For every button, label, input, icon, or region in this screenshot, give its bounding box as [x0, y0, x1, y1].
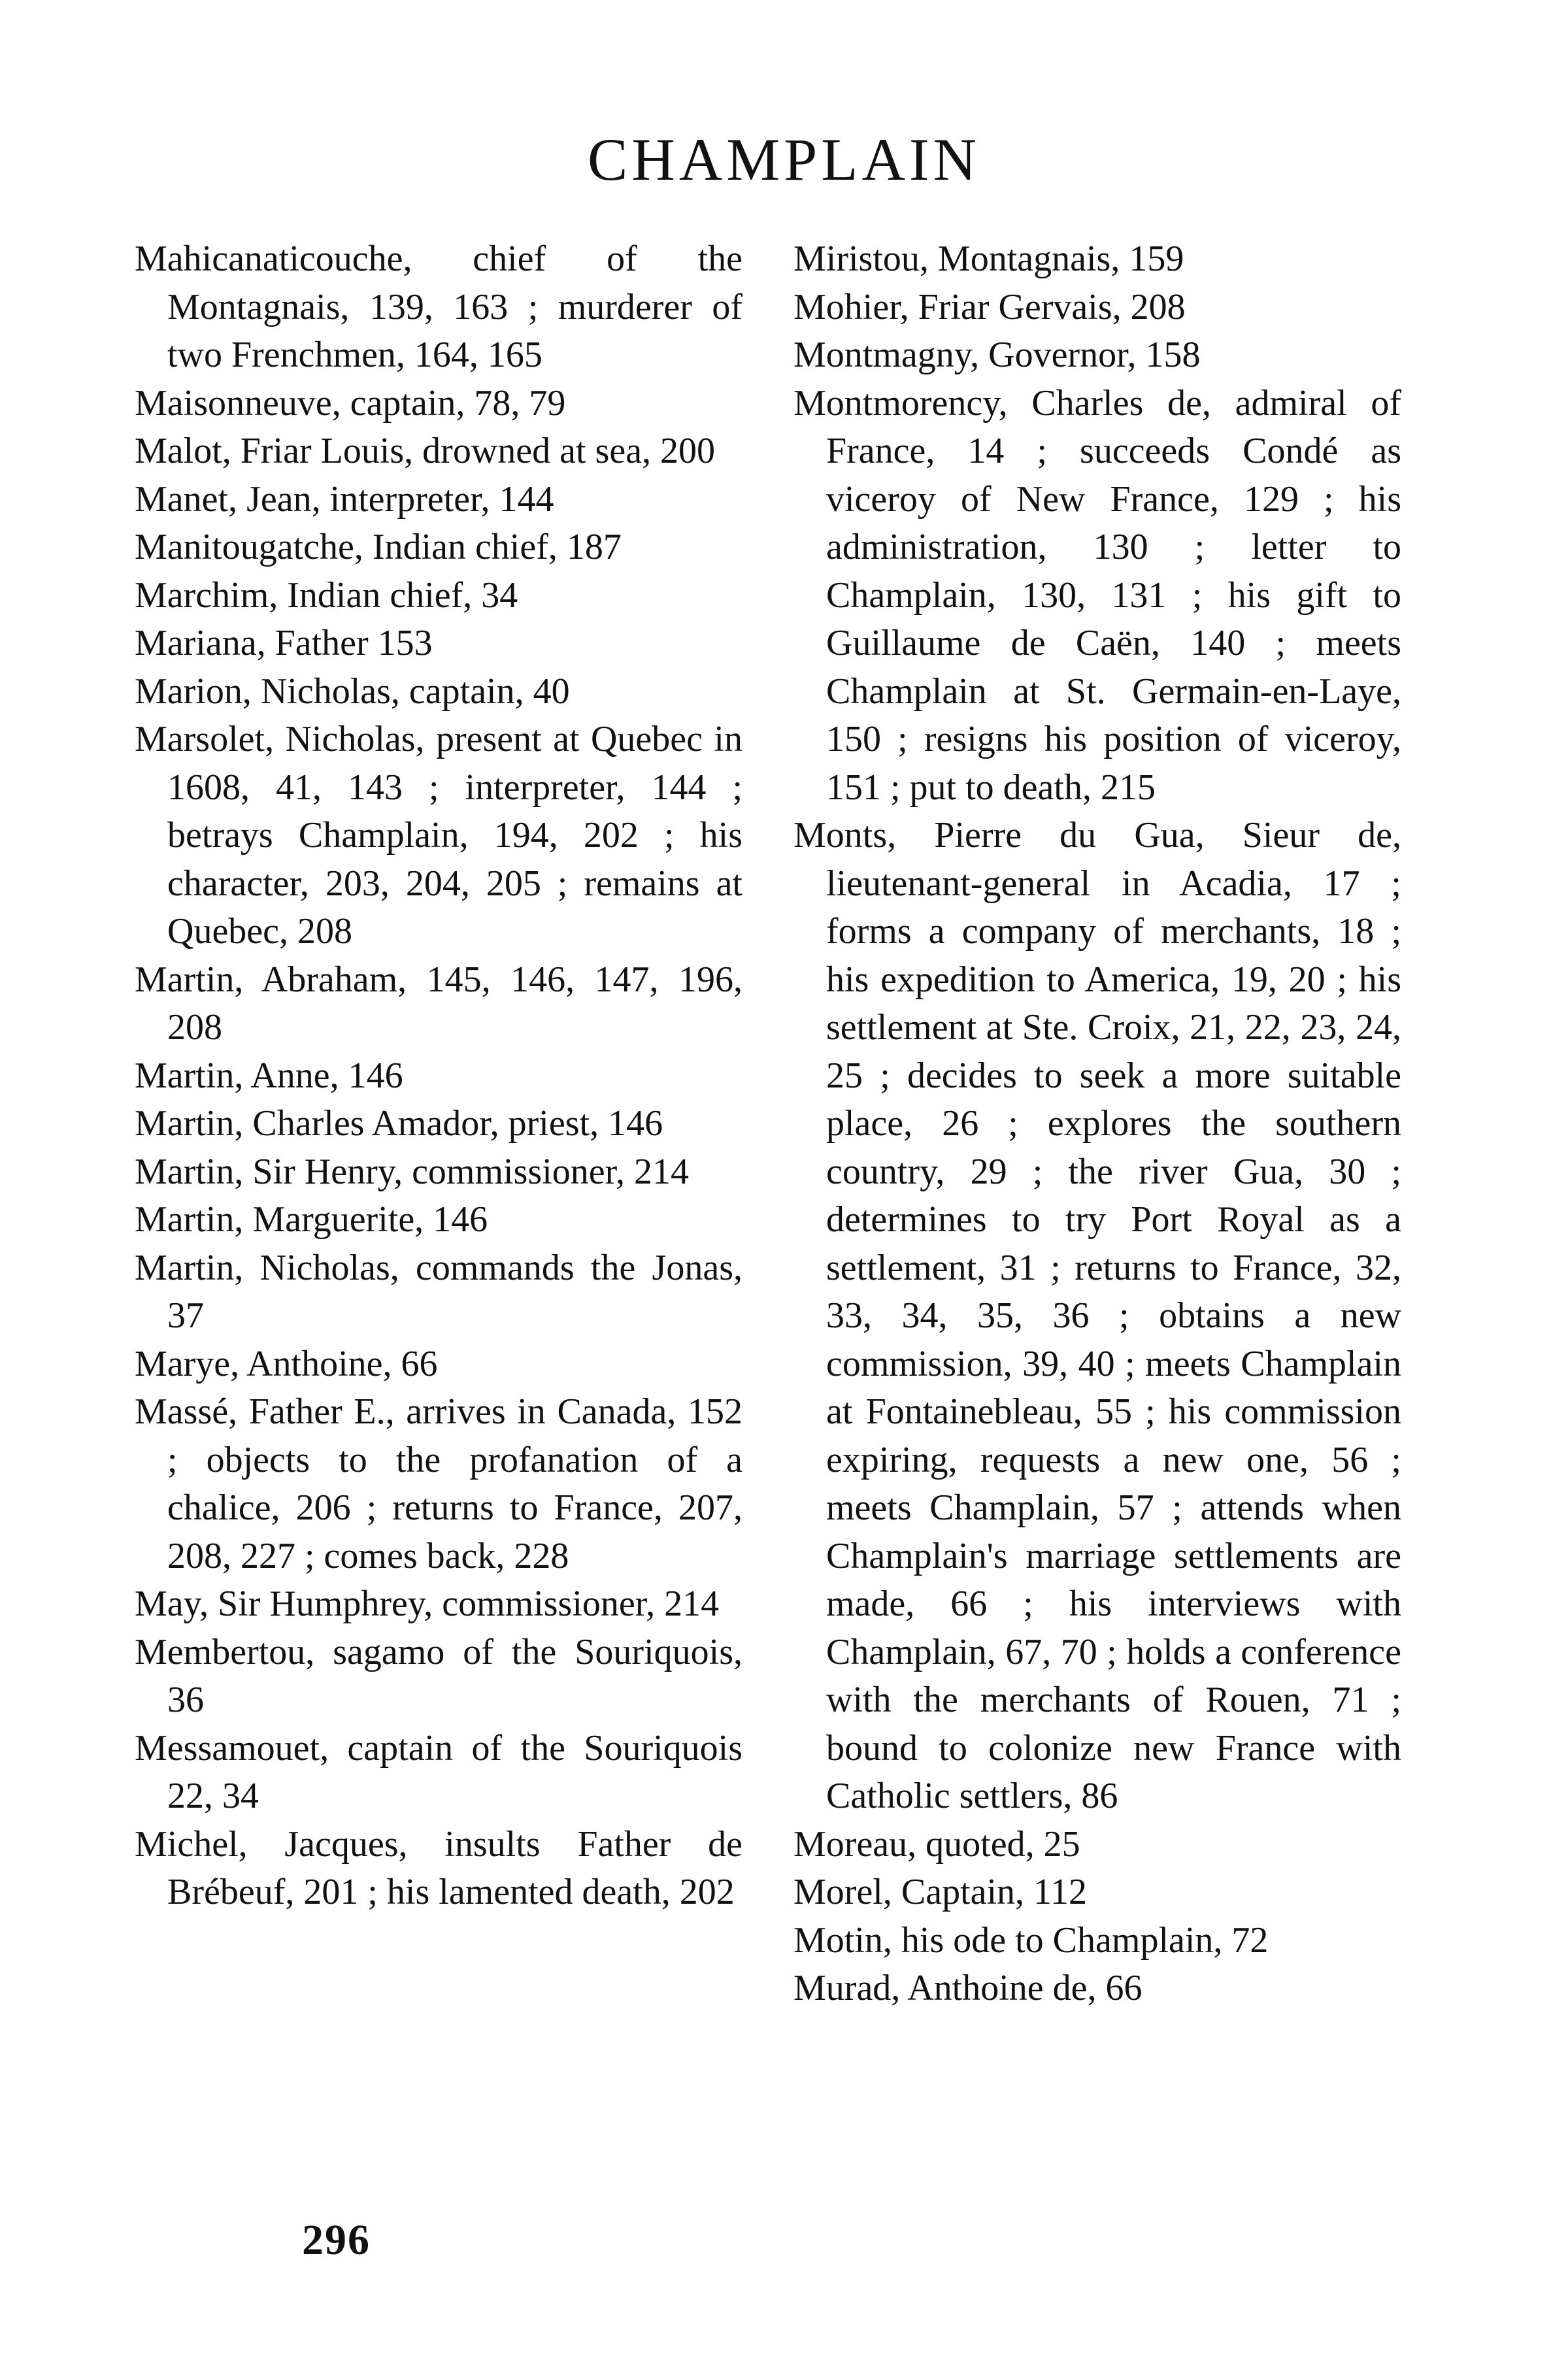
index-entry: Massé, Father E., arrives in Canada, 152 ; objects to the profanation of a chalice, 206 ; returns to France, 207, 208, 227 ; comes back, 228 [135, 1391, 742, 1576]
index-entry: Murad, Anthoine de, 66 [793, 1968, 1143, 2008]
index-entry: Martin, Anne, 146 [135, 1055, 403, 1096]
index-entry: Martin, Abraham, 145, 146, 147, 196, 208 [135, 959, 742, 1048]
index-entry: Montmagny, Governor, 158 [793, 335, 1201, 375]
index-entry: Monts, Pierre du Gua, Sieur de, lieutenant-general in Acadia, 17 ; forms a company of merchants, 18 ; his expedition to America, 19, 20 ; his settlement at Ste. Croix, 21, 22, 23, 24, 25 ; decides to seek a more suitable place, 26 ; explores the southern country, 29 ; the river Gua, 30 ; determines to try Port Royal as a settlement, 31 ; returns to France, 32, 33, 34, 35, 36 ; obtains a new commission, 39, 40 ; meets Champlain at Fontainebleau, 55 ; his commission expiring, requests a new one, 56 ; meets Champlain, 57 ; attends when Champlain's marriage settlements are made, 66 ; his interviews with Champlain, 67, 70 ; holds a conference with the merchants of Rouen, 71 ; bound to colonize new France with Catholic settlers, 86 [793, 815, 1401, 1816]
index-entry: Miristou, Montagnais, 159 [793, 239, 1184, 279]
index-entry: Morel, Captain, 112 [793, 1872, 1087, 1912]
index-entry: May, Sir Humphrey, commissioner, 214 [135, 1584, 720, 1624]
index-entry: Martin, Marguerite, 146 [135, 1199, 488, 1240]
page-title: CHAMPLAIN [588, 126, 980, 193]
index-entry: Manitougatche, Indian chief, 187 [135, 527, 622, 567]
index-entry: Maisonneuve, captain, 78, 79 [135, 382, 566, 423]
index-entry: Marsolet, Nicholas, present at Quebec in 1608, 41, 143 ; interpreter, 144 ; betrays Champlain, 194, 202 ; his character, 203, 204, 205 ; remains at Quebec, 208 [135, 719, 742, 952]
index-entry: Mohier, Friar Gervais, 208 [793, 286, 1186, 327]
index-entry: Marion, Nicholas, captain, 40 [135, 671, 570, 712]
index-entry: Montmorency, Charles de, admiral of France, 14 ; succeeds Condé as viceroy of New France, 129 ; his administration, 130 ; letter to Champlain, 130, 131 ; his gift to Guillaume de Caën, 140 ; meets Champlain at St. Germain-en-Laye, 150 ; resigns his position of viceroy, 151 ; put to death, 215 [793, 382, 1401, 808]
index-entry: Mariana, Father 153 [135, 623, 433, 663]
page-number: 296 [302, 2216, 371, 2264]
index-column-left [135, 235, 742, 1917]
index-entry: Messamouet, captain of the Souriquois 22, 34 [135, 1727, 742, 1816]
index-entry: Membertou, sagamo of the Souriquois, 36 [135, 1631, 742, 1720]
index-entry: Martin, Nicholas, commands the Jonas, 37 [135, 1247, 742, 1336]
index-entry: Moreau, quoted, 25 [793, 1823, 1080, 1865]
index-entry: Martin, Charles Amador, priest, 146 [135, 1103, 663, 1144]
index-entry: Mahicanaticouche, chief of the Montagnais, 139, 163 ; murderer of two Frenchmen, 164, 165 [135, 239, 742, 375]
index-entry: Martin, Sir Henry, commissioner, 214 [135, 1151, 690, 1192]
index-entry: Motin, his ode to Champlain, 72 [793, 1919, 1269, 1961]
index-entry: Marchim, Indian chief, 34 [135, 574, 518, 616]
index-column-right [793, 235, 1401, 2013]
index-entry: Michel, Jacques, insults Father de Brébeuf, 201 ; his lamented death, 202 [135, 1823, 742, 1912]
index-entry: Malot, Friar Louis, drowned at sea, 200 [135, 431, 716, 471]
index-entry: Manet, Jean, interpreter, 144 [135, 478, 554, 520]
index-entry: Marye, Anthoine, 66 [135, 1343, 438, 1384]
